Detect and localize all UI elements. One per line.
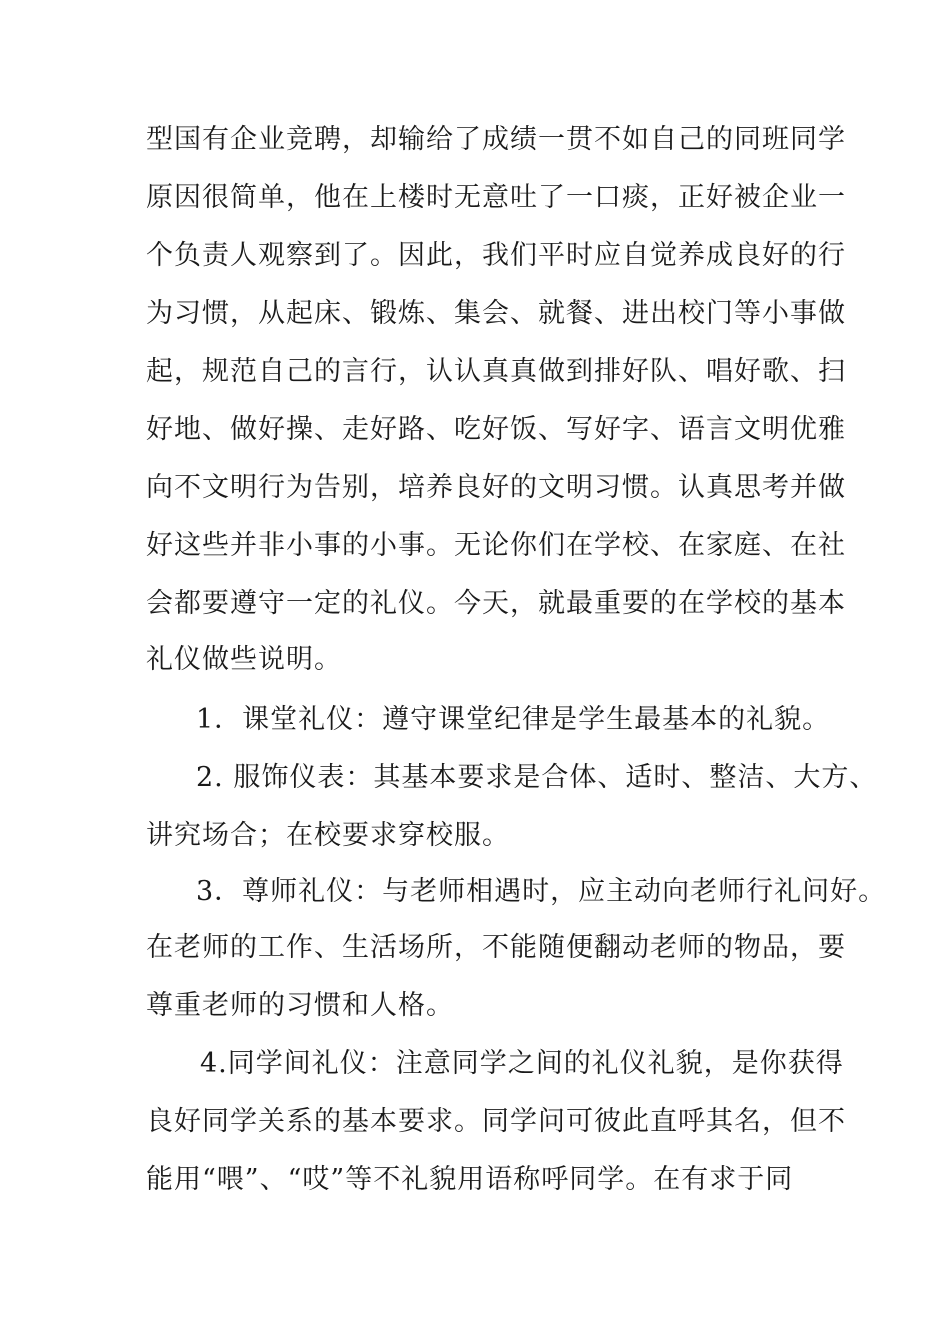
- text-line: 尊重老师的习惯和人格。: [146, 990, 454, 1021]
- text-line: 原因很简单，他在上楼时无意吐了一口痰，正好被企业一: [146, 182, 846, 213]
- text-line: 为习惯，从起床、锻炼、集会、就餐、进出校门等小事做: [146, 298, 846, 329]
- text-line: 好地、做好操、走好路、吃好饭、写好字、语言文明优雅: [146, 414, 846, 445]
- list-item-teacher-etiquette: 3．尊师礼仪：与老师相遇时，应主动向老师行礼问好。: [196, 876, 887, 907]
- text-line: 在老师的工作、生活场所，不能随便翻动老师的物品，要: [146, 932, 846, 963]
- text-line: 型国有企业竞聘，却输给了成绩一贯不如自己的同班同学: [146, 124, 846, 155]
- text-line: 能用“喂”、“哎”等不礼貌用语称呼同学。在有求于同: [146, 1164, 794, 1195]
- text-line: 起，规范自己的言行，认认真真做到排好队、唱好歌、扫: [146, 356, 846, 387]
- text-line: 个负责人观察到了。因此，我们平时应自觉养成良好的行: [146, 240, 846, 271]
- text-line: 会都要遵守一定的礼仪。今天，就最重要的在学校的基本: [146, 588, 846, 619]
- list-item-dress-etiquette: 2. 服饰仪表：其基本要求是合体、适时、整洁、大方、: [196, 762, 878, 793]
- text-line: 讲究场合；在校要求穿校服。: [146, 820, 510, 851]
- text-line: 好这些并非小事的小事。无论你们在学校、在家庭、在社: [146, 530, 846, 561]
- list-item-classmate-etiquette: 4.同学间礼仪：注意同学之间的礼仪礼貌，是你获得: [200, 1048, 844, 1079]
- text-line: 礼仪做些说明。: [146, 644, 342, 675]
- list-item-classroom-etiquette: 1．课堂礼仪：遵守课堂纪律是学生最基本的礼貌。: [196, 704, 831, 735]
- text-line: 向不文明行为告别，培养良好的文明习惯。认真思考并做: [146, 472, 846, 503]
- text-line: 良好同学关系的基本要求。同学问可彼此直呼其名，但不: [146, 1106, 846, 1137]
